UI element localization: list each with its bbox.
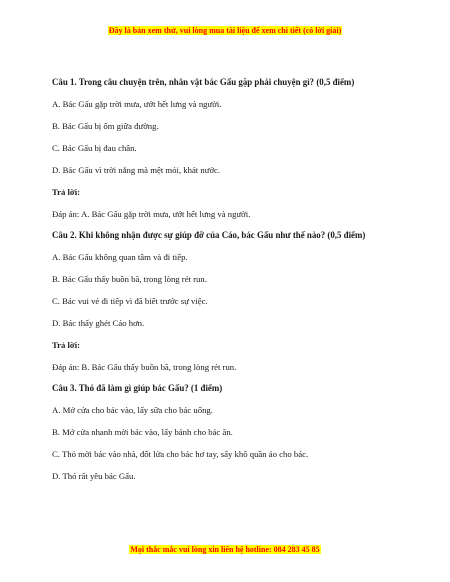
q2-answer: Đáp án: B. Bác Gấu thấy buồn bã, trong lòng rét run. <box>52 362 237 372</box>
question-3: Câu 3. Thỏ đã làm gì giúp bác Gấu? (1 điểm) <box>52 383 223 393</box>
hotline-text: Mọi thắc mắc vui lòng xin liên hệ hotline: 084 283 45 85 <box>130 545 320 554</box>
q3-option-a: A. Mở cửa cho bác vào, lấy sữa cho bác uống. <box>52 405 213 415</box>
q1-option-c: C. Bác Gấu bị đau chân. <box>52 143 137 153</box>
q2-option-a: A. Bác Gấu không quan tâm và đi tiếp. <box>52 252 188 262</box>
document-body <box>52 73 402 482</box>
q3-option-c: C. Thỏ mời bác vào nhà, đốt lửa cho bác hơ tay, sấy khô quần áo cho bác. <box>52 449 309 459</box>
q1-answer: Đáp án: A. Bác Gấu gặp trời mưa, ướt hết lưng và người. <box>52 209 251 219</box>
hotline-banner <box>0 545 450 555</box>
question-1: Câu 1. Trong câu chuyện trên, nhân vật bác Gấu gặp phải chuyện gì? (0,5 điểm) <box>52 77 355 87</box>
q2-answer-label: Trả lời: <box>52 340 81 350</box>
q3-option-d: D. Thỏ rất yêu bác Gấu. <box>52 471 136 481</box>
q1-option-b: B. Bác Gấu bị ốm giữa đường. <box>52 121 159 131</box>
q3-option-b: B. Mở cửa nhanh mời bác vào, lấy bánh cho bác ăn. <box>52 427 233 437</box>
q1-answer-label: Trả lời: <box>52 187 81 197</box>
q2-option-d: D. Bác thấy ghét Cáo hơn. <box>52 318 145 328</box>
q2-option-b: B. Bác Gấu thấy buồn bã, trong lòng rét run. <box>52 274 207 284</box>
q1-option-a: A. Bác Gấu gặp trời mưa, ướt hết lưng và người. <box>52 99 222 109</box>
preview-notice-text: Đây là bản xem thử, vui lòng mua tài liệu để xem chi tiết (có lời giải) <box>108 26 342 35</box>
preview-notice-banner <box>0 26 450 36</box>
question-2: Câu 2. Khi không nhận được sự giúp đỡ của Cáo, bác Gấu như thế nào? (0,5 điểm) <box>52 230 366 240</box>
q1-option-d: D. Bác Gấu vì trời nắng mà mệt mỏi, khát nước. <box>52 165 221 175</box>
q2-option-c: C. Bác vui vẻ đi tiếp vì đã biết trước sự việc. <box>52 296 208 306</box>
